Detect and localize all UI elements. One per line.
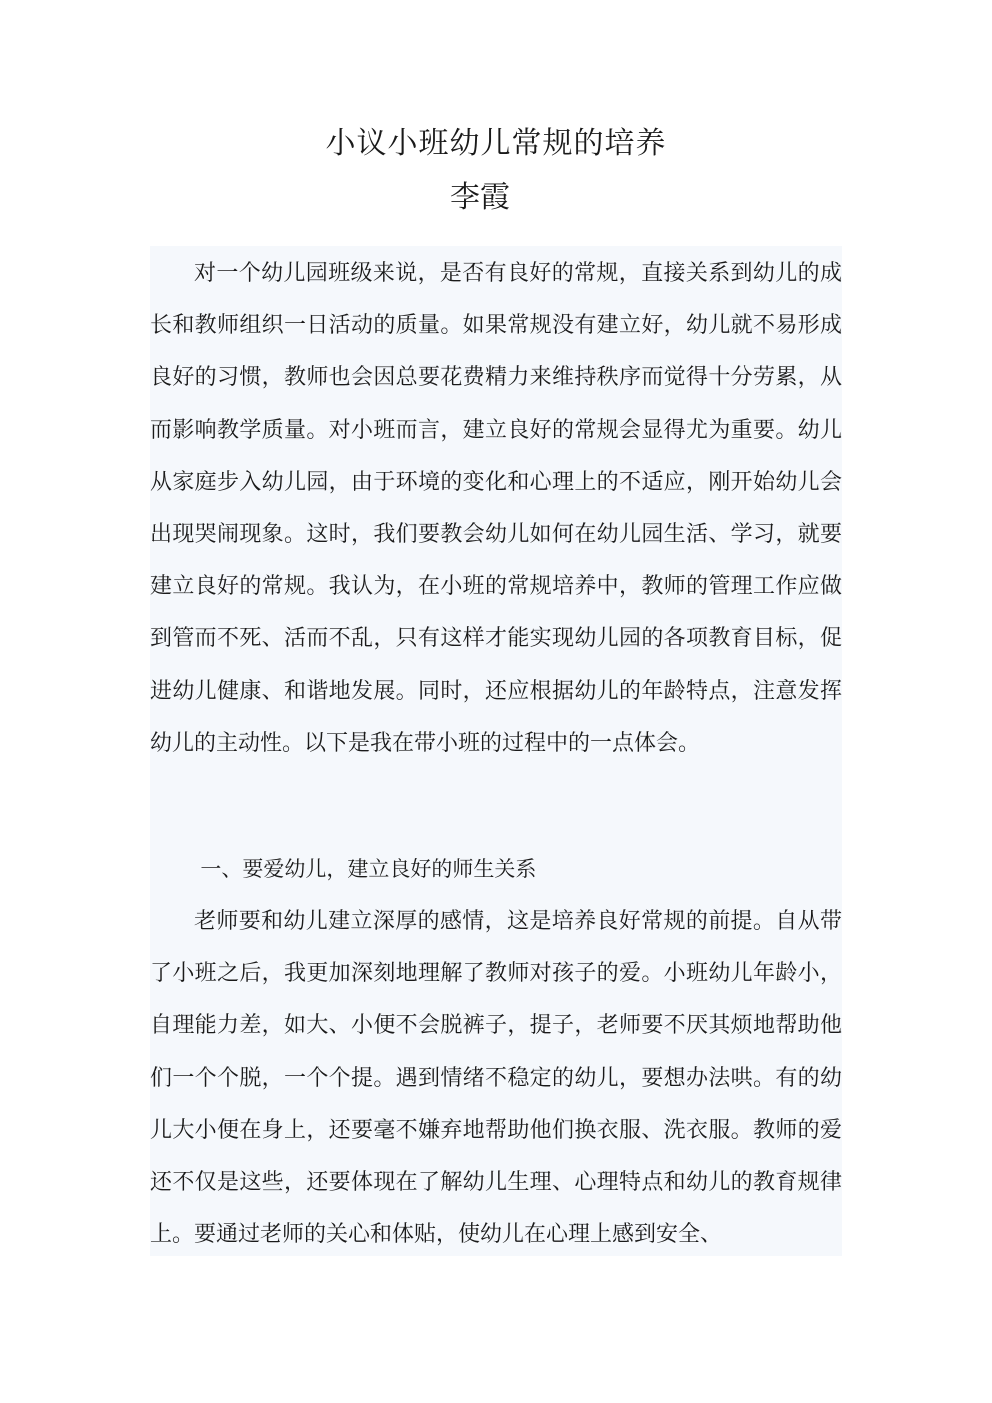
document-body [150,246,842,1256]
paragraph-section-1: 老师要和幼儿建立深厚的感情，这是培养良好常规的前提。自从带了小班之后，我更加深刻地理解了教师对孩子的爱。小班幼儿年龄小，自理能力差，如大、小便不会脱裤子，提子，老师要不厌其烦地帮助他们一个个脱，一个个提。遇到情绪不稳定的幼儿，要想办法哄。有的幼儿大小便在身上，还要毫不嫌弃地帮助他们换衣服、洗衣服。教师的爱还不仅是这些，还要体现在了解幼儿生理、心理特点和幼儿的教育规律上。要通过老师的关心和体贴，使幼儿在心理上感到安全、 [150,909,842,1248]
author-name: 李霞 [450,180,510,215]
paragraph-intro: 对一个幼儿园班级来说，是否有良好的常规，直接关系到幼儿的成长和教师组织一日活动的质量。如果常规没有建立好，幼儿就不易形成良好的习惯，教师也会因总要花费精力来维持秩序而觉得十分劳累，从而影响教学质量。对小班而言，建立良好的常规会显得尤为重要。幼儿从家庭步入幼儿园，由于环境的变化和心理上的不适应，刚开始幼儿会出现哭闹现象。这时，我们要教会幼儿如何在幼儿园生活、学习，就要建立良好的常规。我认为，在小班的常规培养中，教师的管理工作应做到管而不死、活而不乱，只有这样才能实现幼儿园的各项教育目标，促进幼儿健康、和谐地发展。同时，还应根据幼儿的年龄特点，注意发挥幼儿的主动性。以下是我在带小班的过程中的一点体会。 [150,261,842,756]
section-heading: 一、要爱幼儿，建立良好的师生关系 [200,857,537,881]
document-title: 小议小班幼儿常规的培养 [325,126,667,161]
